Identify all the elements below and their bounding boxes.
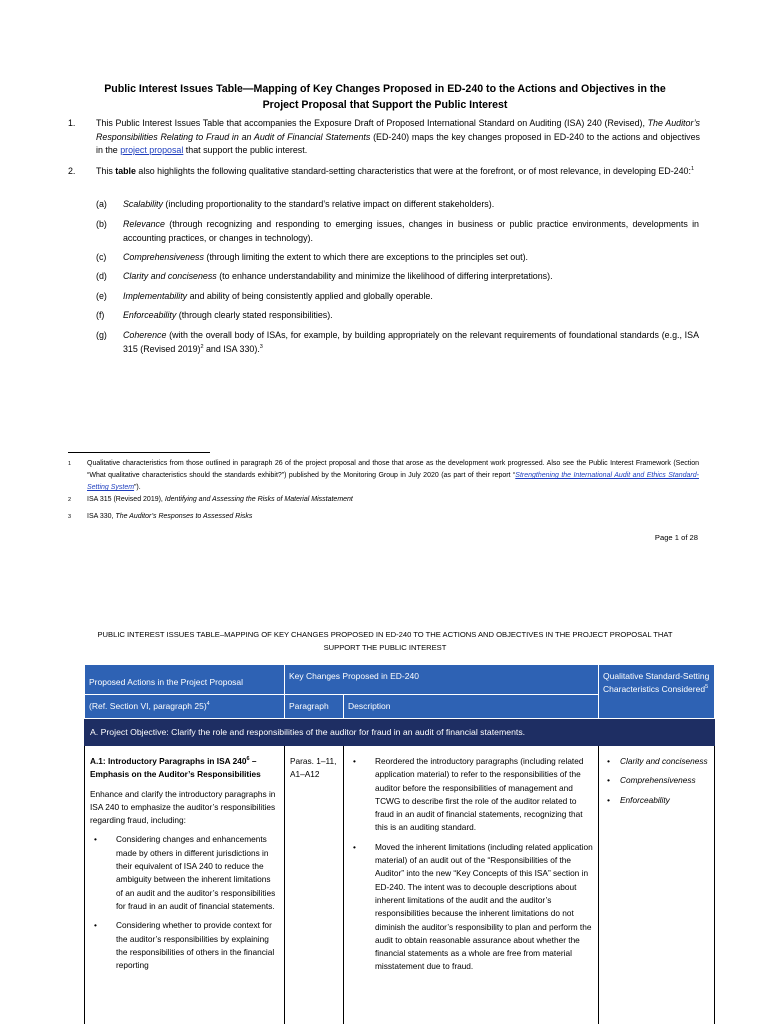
- item-term: Scalability: [123, 199, 163, 209]
- footnote-ref: 6: [246, 756, 250, 763]
- list-item: • Considering changes and enhancements made by others in different jurisdictions in their equivalent of ISA 240 to reduce the ambiguity between the inherent limitations of an audit and the auditor’s responsibilities for fraud in an audit of financial statements.: [90, 833, 279, 913]
- header-text: Proposed Actions in the Project Proposal: [89, 677, 244, 687]
- public-interest-issues-table: [84, 664, 715, 1024]
- document-title-line-1: Public Interest Issues Table—Mapping of Key Changes Proposed in ED-240 to the Actions and Objectives in the: [104, 83, 666, 95]
- table-row: [85, 746, 715, 1024]
- strengthening-report-link[interactable]: Strengthening the International Audit and Ethics Standard-Setting System: [87, 472, 699, 491]
- footnote-text: Qualitative characteristics from those outlined in paragraph 26 of the project proposal and those that arose as the development work progressed. Also see the Public Interest Framework (Section “What qualitative characteristics should the standards exhibit?”) published by the Monitoring Group in July 2020 (as part of their report “: [87, 460, 699, 479]
- footnote-number: 3: [68, 514, 72, 520]
- action-bullets: [90, 833, 279, 972]
- footnote-ref: 3: [259, 343, 263, 350]
- paragraph-number: 1.: [68, 118, 76, 128]
- standard-title-italic: The Auditor’s Responsibilities Relating to Fraud in an Audit of Financial Statements: [96, 118, 700, 142]
- paragraph-1: [68, 117, 700, 159]
- table-header-row: [85, 665, 715, 695]
- paragraph-text: [96, 117, 700, 158]
- footnote-italic: Identifying and Assessing the Risks of Material Misstatement: [164, 496, 353, 503]
- footnote-1: [68, 458, 700, 494]
- footnote-number: 2: [68, 497, 72, 503]
- item-text: (including proportionality to the standard’s relative impact on different stakeholders).: [162, 199, 495, 209]
- item-text: (through clearly stated responsibilities).: [176, 310, 333, 320]
- header-text: Paragraph: [289, 701, 329, 711]
- list-item: • Considering whether to provide context for the auditor’s responsibilities by explaining the responsibilities of others in the financial reporting: [90, 919, 279, 972]
- col-paragraph-header: [285, 695, 344, 719]
- item-text: (to enhance understandability and minimize the likelihood of differing interpretations).: [216, 271, 553, 281]
- item-label: (a): [96, 199, 107, 209]
- footnote-italic: The Auditor’s Responses to Assessed Risks: [115, 513, 253, 520]
- item-text: (through recognizing and responding to emerging issues, changes in business or public practice environments, developments in accounting practices, or changes in technology).: [123, 219, 699, 243]
- action-title-text: – Emphasis on the Auditor’s Responsibilities: [90, 756, 261, 780]
- characteristics-cell: [599, 746, 715, 1024]
- paragraph-number: 2.: [68, 166, 76, 176]
- action-title: [90, 755, 279, 782]
- item-term: Comprehensiveness: [123, 252, 204, 262]
- item-term: Coherence: [123, 330, 167, 340]
- col-description-header: [344, 695, 599, 719]
- col-proposed-actions-subheader: [85, 695, 285, 719]
- item-label: (c): [96, 252, 107, 262]
- footnote-separator: [68, 452, 210, 453]
- item-text: (with the overall body of ISAs, for example, by building appropriately on the relevant requirements of foundational standards (e.g., ISA 315 (Revised 2019): [123, 330, 699, 354]
- header-text: (Ref. Section VI, paragraph 25): [89, 701, 207, 711]
- characteristics-bullets: [604, 755, 709, 807]
- paragraph-text-part: This: [96, 166, 116, 176]
- paragraph-text-part: This Public Interest Issues Table that accompanies the Exposure Draft of Proposed International Standard on Auditing (ISA) 240 (Revised),: [96, 118, 645, 128]
- item-label: (e): [96, 291, 107, 301]
- item-text: (through limiting the extent to which there are exceptions to the principles set out).: [203, 252, 529, 262]
- project-proposal-link[interactable]: project proposal: [120, 145, 184, 156]
- paragraph-bold-word: table: [115, 166, 136, 176]
- item-label: (g): [96, 330, 107, 340]
- document-title-line-2: Project Proposal that Support the Public Interest: [262, 99, 508, 111]
- description-bullets: [349, 755, 593, 974]
- footnote-text: ISA 330,: [87, 513, 116, 520]
- list-item: • Enforceability: [604, 794, 709, 807]
- item-label: (b): [96, 219, 107, 229]
- col-characteristics-header: [599, 665, 715, 719]
- running-header: [70, 629, 700, 654]
- item-term: Implementability: [123, 291, 188, 301]
- description-cell: [344, 746, 599, 1024]
- running-header-line-1: PUBLIC INTEREST ISSUES TABLE–MAPPING OF KEY CHANGES PROPOSED IN ED-240 TO THE ACTIONS AND OBJECTIVES IN THE PROJECT PROPOSAL THAT: [97, 630, 673, 639]
- item-term: Relevance: [123, 219, 165, 229]
- document-title: [70, 81, 700, 113]
- page-number: Page 1 of 28: [654, 533, 698, 542]
- item-text: and ISA 330).: [203, 343, 260, 354]
- list-item: • Comprehensiveness: [604, 774, 709, 787]
- list-item: • Moved the inherent limitations (including related application material) of an audit out of the “Responsibilities of the Auditor” into the new “Key Concepts of this ISA” section in ED-240. The intent was to decouple descriptions about inherent limitations of the audit and the auditor’s responsibilities because the inherent limitations do not diminish the auditor’s responsibility to plan and perform the audit to obtain reasonable assurance about whether the financial statements as a whole are free from material misstatement due to fraud.: [349, 841, 593, 974]
- footnote-number: 1: [68, 461, 72, 467]
- col-key-changes-header: [285, 665, 599, 695]
- list-item: • Reordered the introductory paragraphs (including related application material) to refer to the responsibilities of the auditor before the responsibilities of management and TCWG to describe first the role of the auditor related to fraud in an audit of financial statements, recognizing that this is an auditing standard.: [349, 755, 593, 835]
- footnote-ref: 5: [705, 684, 709, 691]
- header-text: Description: [348, 701, 391, 711]
- paragraph-cell: Paras. 1–11, A1–A12: [285, 746, 344, 1024]
- paragraph-text-part: (ED-240) maps the key changes proposed in ED-240 to the actions and objectives in the: [96, 131, 700, 156]
- footnote-text: ”).: [134, 484, 141, 491]
- item-term: Enforceability: [123, 310, 177, 320]
- item-label: (f): [96, 310, 105, 320]
- col-proposed-actions-header: [85, 665, 285, 695]
- item-term: Clarity and conciseness: [123, 271, 217, 281]
- action-intro: Enhance and clarify the introductory paragraphs in ISA 240 to emphasize the auditor’s responsibilities regarding fraud, including:: [90, 788, 276, 826]
- item-text: and ability of being consistently applied and globally operable.: [187, 291, 433, 301]
- footnote-ref: 1: [690, 166, 695, 173]
- item-label: (d): [96, 271, 107, 281]
- paragraph-text-part: also highlights the following qualitative standard-setting characteristics that were at the forefront, or of most relevance, in developing ED-240:: [135, 166, 691, 176]
- footnote-ref: 4: [206, 701, 210, 708]
- header-text: Key Changes Proposed in ED-240: [289, 671, 419, 681]
- footnote-text: ISA 315 (Revised 2019),: [87, 496, 165, 503]
- list-item: • Clarity and conciseness: [604, 755, 709, 768]
- project-objective: A. Project Objective: Clarify the role and responsibilities of the auditor for fraud in an audit of financial statements.: [85, 719, 715, 746]
- paragraph-text-part: that support the public interest.: [183, 145, 308, 156]
- paragraph-2: [68, 165, 700, 193]
- footnote-ref: 2: [200, 343, 204, 350]
- header-text: Qualitative Standard-Setting Characteristics Considered: [603, 671, 710, 694]
- proposed-action-cell: [85, 746, 285, 1024]
- running-header-line-2: SUPPORT THE PUBLIC INTEREST: [323, 642, 447, 652]
- paragraph-text: [96, 165, 700, 179]
- objective-row: [85, 719, 715, 746]
- action-title-text: A.1: Introductory Paragraphs in ISA 240: [90, 756, 247, 766]
